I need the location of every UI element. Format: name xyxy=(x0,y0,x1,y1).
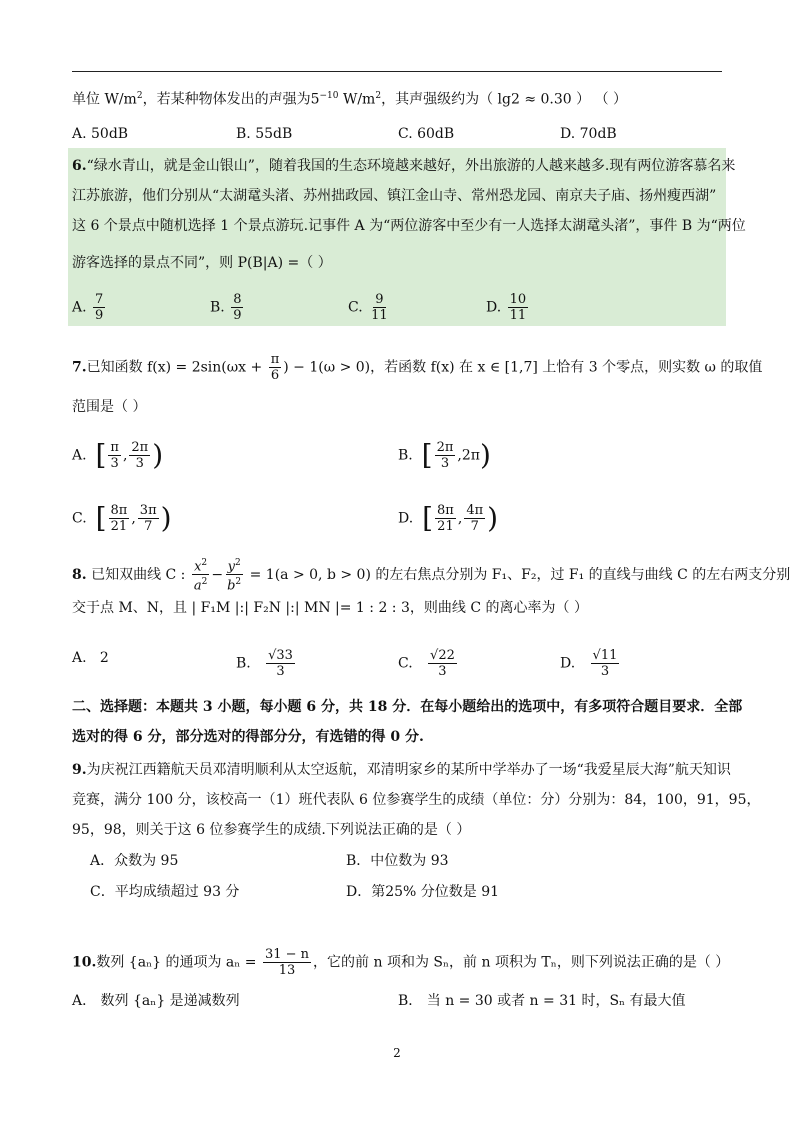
q5-option-a[interactable]: A. 50dB xyxy=(72,126,129,142)
q9-option-b[interactable]: B．中位数为 93 xyxy=(346,853,449,869)
q5-continuation: 单位 $W/m^2$，若某种物体发出的声强为$5^{-10}$ $W/m^2$，其声强级约为（ lg2 ≈ 0.30 ） （ ） xyxy=(72,91,628,108)
q9-option-c[interactable]: C．平均成绩超过 93 分 xyxy=(90,884,240,900)
q6-line-2: 江苏旅游，他们分别从“太湖鼋头渚、苏州拙政园、镇江金山寺、常州恐龙园、南京夫子庙、扬州瘦西湖” xyxy=(72,188,717,204)
q10-option-a[interactable]: A． 数列 {aₙ} 是递减数列 xyxy=(72,993,240,1009)
section-2-header-line-2: 选对的得 6 分，部分选对的得部分分，有选错的得 0 分. xyxy=(72,729,424,745)
q8-line-2: 交于点 M、N，且 | F₁M |:| F₂N |:| MN |= 1 : 2 : 3，则曲线 C 的离心率为（ ） xyxy=(72,600,588,616)
q10-line-1: 10.数列 {aₙ} 的通项为 aₙ = $\frac{31 - n}{13}$ ，它的前 n 项和为 Sₙ，前 n 项积为 Tₙ，则下列说法正确的是（ ） xyxy=(72,947,730,978)
q6-line-4: 游客选择的景点不同”，则 P(B|A) =（ ） xyxy=(72,255,332,271)
q6-option-c[interactable]: C. $\frac{9}{11}$ xyxy=(348,292,388,323)
q6-option-b[interactable]: B. $\frac{8}{9}$ xyxy=(210,292,242,323)
q7-option-b[interactable]: B. [ $\frac{2\pi}{3}$ ,2π) xyxy=(398,438,491,472)
q6-option-a[interactable]: A. $\frac{7}{9}$ xyxy=(72,292,104,323)
q9-line-1: 9.为庆祝江西籍航天员邓清明顺利从太空返航，邓清明家乡的某所中学举办了一场“我爱星辰大海”航天知识 xyxy=(72,762,731,778)
q7-option-a[interactable]: A. [ $\frac{\pi}{3}$ , $\frac{2\pi}{3}$ ) xyxy=(72,438,164,472)
q10-option-b[interactable]: B． 当 n = 30 或者 n = 31 时，Sₙ 有最大值 xyxy=(398,993,686,1009)
q7-line-2: 范围是（ ） xyxy=(72,399,147,415)
q8-option-d[interactable]: D. $\frac{√11}{3}$ xyxy=(560,648,618,679)
q7-option-c[interactable]: C. [ $\frac{8\pi}{21}$ , $\frac{3\pi}{7}$ ) xyxy=(72,501,172,535)
q7-option-d[interactable]: D. [ $\frac{8\pi}{21}$ , $\frac{4\pi}{7}$ ) xyxy=(398,501,499,535)
q9-option-d[interactable]: D．第25% 分位数是 91 xyxy=(346,884,500,900)
q7-line-1: 7.已知函数 f(x) = 2sin(ωx + $\frac{\pi}{6}$ ) − 1(ω > 0)，若函数 f(x) 在 x ∈ [1,7] 上恰有 3 个零点，则实数 ω 的取值 xyxy=(72,352,763,383)
q6-line-1: 6.“绿水青山，就是金山银山”，随着我国的生态环境越来越好，外出旅游的人越来越多.现有两位游客慕名来 xyxy=(72,158,736,174)
q9-line-3: 95，98，则关于这 6 位参赛学生的成绩.下列说法正确的是（ ） xyxy=(72,822,471,838)
section-2-header-line-1: 二、选择题：本题共 3 小题，每小题 6 分，共 18 分．在每小题给出的选项中，有多项符合题目要求．全部 xyxy=(72,699,743,715)
q8-option-c[interactable]: C. $\frac{√22}{3}$ xyxy=(398,648,455,679)
q9-line-2: 竞赛，满分 100 分，该校高一（1）班代表队 6 位参赛学生的成绩（单位：分）分别为：84，100，91，95， xyxy=(72,792,761,808)
q6-line-3: 这 6 个景点中随机选择 1 个景点游玩.记事件 A 为“两位游客中至少有一人选择太湖鼋头渚”，事件 B 为“两位 xyxy=(72,218,746,234)
q9-option-a[interactable]: A．众数为 95 xyxy=(90,853,179,869)
header-rule xyxy=(72,71,722,72)
q8-option-b[interactable]: B. $\frac{√33}{3}$ xyxy=(236,648,293,679)
q8-line-1: 8. 已知双曲线 C : $\frac{x^2}{a^2}$ − $\frac{y^2}{b^2}$ = 1(a > 0, b > 0) 的左右焦点分别为 F₁、F₂，过 F₁ 的直线与曲线 C 的左右两支分别 xyxy=(72,558,791,594)
q6-option-d[interactable]: D. $\frac{10}{11}$ xyxy=(486,292,527,323)
q8-option-a[interactable]: A. 2 xyxy=(72,650,109,666)
q5-option-b[interactable]: B. 55dB xyxy=(236,126,293,142)
q5-option-c[interactable]: C. 60dB xyxy=(398,126,455,142)
page-number: 2 xyxy=(393,1046,401,1060)
q5-option-d[interactable]: D. 70dB xyxy=(560,126,617,142)
